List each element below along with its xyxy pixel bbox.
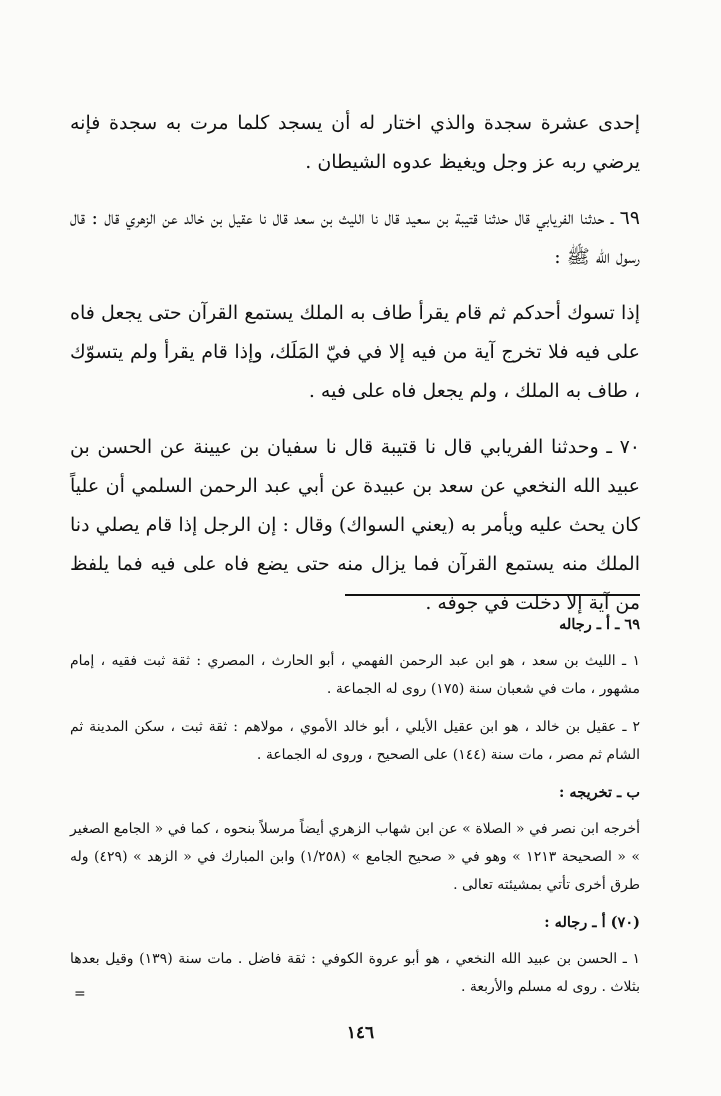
paragraph-1: إحدى عشرة سجدة والذي اختار له أن يسجد كلما مرت به سجدة فإنه يرضي ربه عز وجل ويغيظ عدوه الشيطان . [70,112,640,173]
paragraph-hadith-69-isnad: ٦٩ ـ حدثنا الفريابي قال حدثنا قتيبة بن سعيد قال نا الليث بن سعد قال نا عقيل بن خالد عن الزهري قال : قال رسول الله ﷺ : [70,207,640,268]
continuation-mark: = [74,986,86,1002]
page-number: ١٤٦ [346,1023,375,1043]
paragraph-hadith-69-text: إذا تسوك أحدكم ثم قام يقرأ طاف به الملك يستمع القرآن حتى يجعل فاه على فيه فلا تخرج آية من فيه إلا في فيّ المَلَك، وإذا قام يقرأ ولم يتسوّك ، طاف به الملك ، ولم يجعل فاه على فيه . [70,302,640,402]
footnote-entry: ٢ ـ عقيل بن خالد ، هو ابن عقيل الأيلي ، أبو خالد الأموي ، مولاهم : ثقة ثبت ، سكن المدينة ثم الشام ثم مصر ، مات سنة (١٤٤) على الصحيح ، وروى له الجماعة . [70,719,640,763]
footnote-entry: ١ ـ الليث بن سعد ، هو ابن عبد الرحمن الفهمي ، أبو الحارث ، المصري : ثقة ثبت فقيه ، إمام مشهور ، مات في شعبان سنة (١٧٥) روى له الجماعة . [70,653,640,697]
footnote-heading-70-narrators: (٧٠) أ ـ رجاله : [544,914,640,931]
footnote-heading-69-narrators: ٦٩ ـ أ ـ رجاله [559,616,640,633]
footnote-heading-69-takhrij: ب ـ تخريجه : [559,784,640,801]
footnote-entry: ١ ـ الحسن بن عبيد الله النخعي ، هو أبو عروة الكوفي : ثقة فاضل . مات سنة (١٣٩) وقيل بعدها بثلاث . روى له مسلم والأربعة . [70,951,640,995]
footnote-divider [345,594,640,596]
footnotes [70,611,640,1011]
main-text [70,104,640,623]
footnote-entry: أخرجه ابن نصر في « الصلاة » عن ابن شهاب الزهري أيضاً مرسلاً بنحوه ، كما في « الجامع الصغير » « الصحيحة ١٢١٣ » وهو في « صحيح الجامع » (١/٢٥٨) وابن المبارك في « الزهد » (٤٢٩) وله طرق أخرى تأتي بمشيئته تعالى . [70,821,640,893]
paragraph-hadith-70: ٧٠ ـ وحدثنا الفريابي قال نا قتيبة قال نا سفيان بن عيينة عن الحسن بن عبيد الله النخعي عن سعد بن عبيدة عن أبي عبد الرحمن السلمي أن علياً كان يحث عليه ويأمر به (يعني السواك) وقال : إن الرجل إذا قام يصلي دنا الملك منه يستمع القرآن فما يزال منه حتى يضع فاه على فيه فما يلفظ من آية إلا دخلت في جوفه . [70,436,640,614]
